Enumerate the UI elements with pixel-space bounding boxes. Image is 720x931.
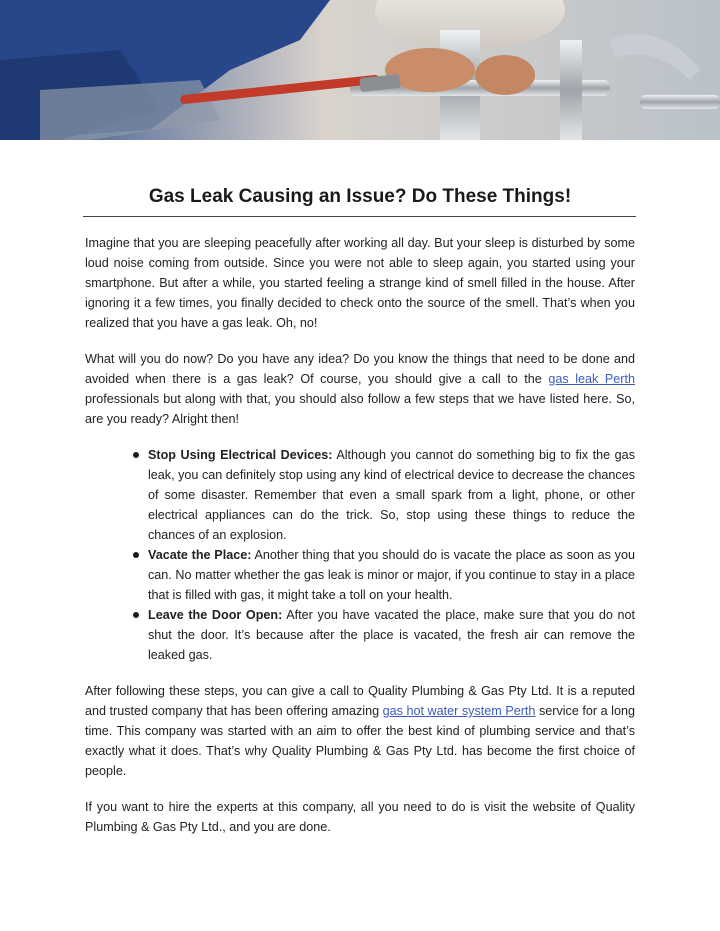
paragraph-question (85, 349, 635, 429)
paragraph-closing: If you want to hire the experts at this company, all you need to do is visit the website of Quality Plumbing & Gas Pty Ltd., and you are done. (85, 800, 635, 834)
step-text: Another thing that you should do is vacate the place as soon as you can. No matter whether the gas leak is minor or major, if you continue to stay in a place that is filled with gas, it might take a toll on your health. (148, 548, 635, 602)
page-title: Gas Leak Causing an Issue? Do These Things! (148, 186, 572, 207)
paragraph-text: service for a long time. This company was started with an aim to offer the best kind of plumbing service and that’s exactly what it does. That’s why Quality Plumbing & Gas Pty Ltd. has become the first choice of people. (85, 704, 635, 778)
gas-hot-water-system-perth-link[interactable]: gas hot water system Perth (382, 704, 536, 718)
paragraph-text: What will you do now? Do you have any idea? Do you know the things that need to be done and avoided when there is a gas leak? Of course, you should give a call to the (85, 352, 635, 386)
steps-list (85, 445, 635, 665)
plumber-photo-illustration (0, 0, 720, 140)
paragraph-intro: Imagine that you are sleeping peacefully after working all day. But your sleep is disturbed by some loud noise coming from outside. Since you were not able to sleep again, you started using your smartphone. But after a while, you started feeling a strange kind of smell filled in the house. After ignoring it a few times, you finally decided to check onto the source of the smell. That’s when you realized that you have a gas leak. Oh, no! (85, 236, 635, 330)
list-item (148, 445, 635, 545)
bullet-icon (133, 452, 139, 458)
paragraph-text: professionals but along with that, you should also follow a few steps that we have listed here. So, are you ready? Alright then! (85, 392, 635, 426)
hero-image (0, 0, 720, 140)
article-body (85, 233, 635, 853)
paragraph-text: After following these steps, you can give a call to Quality Plumbing & Gas Pty Ltd. It is a reputed and trusted company that has been offering amazing (85, 684, 635, 718)
list-item (148, 605, 635, 665)
title-divider (83, 216, 636, 217)
bullet-icon (133, 612, 139, 618)
step-title: Stop Using Electrical Devices: (148, 448, 333, 462)
gas-leak-perth-link[interactable]: gas leak Perth (548, 372, 635, 386)
paragraph-company (85, 681, 635, 781)
bullet-icon (133, 552, 139, 558)
step-title: Vacate the Place: (148, 548, 252, 562)
list-item (148, 545, 635, 605)
step-title: Leave the Door Open: (148, 608, 283, 622)
step-text: Although you cannot do something big to fix the gas leak, you can definitely stop using any kind of electrical device to decrease the chances of some disaster. Remember that even a small spark from a light, phone, or other electrical appliances can do the trick. So, stop using these things to reduce the chances of an explosion. (148, 448, 635, 542)
step-text: After you have vacated the place, make sure that you do not shut the door. It’s because after the place is vacated, the fresh air can remove the leaked gas. (148, 608, 635, 662)
